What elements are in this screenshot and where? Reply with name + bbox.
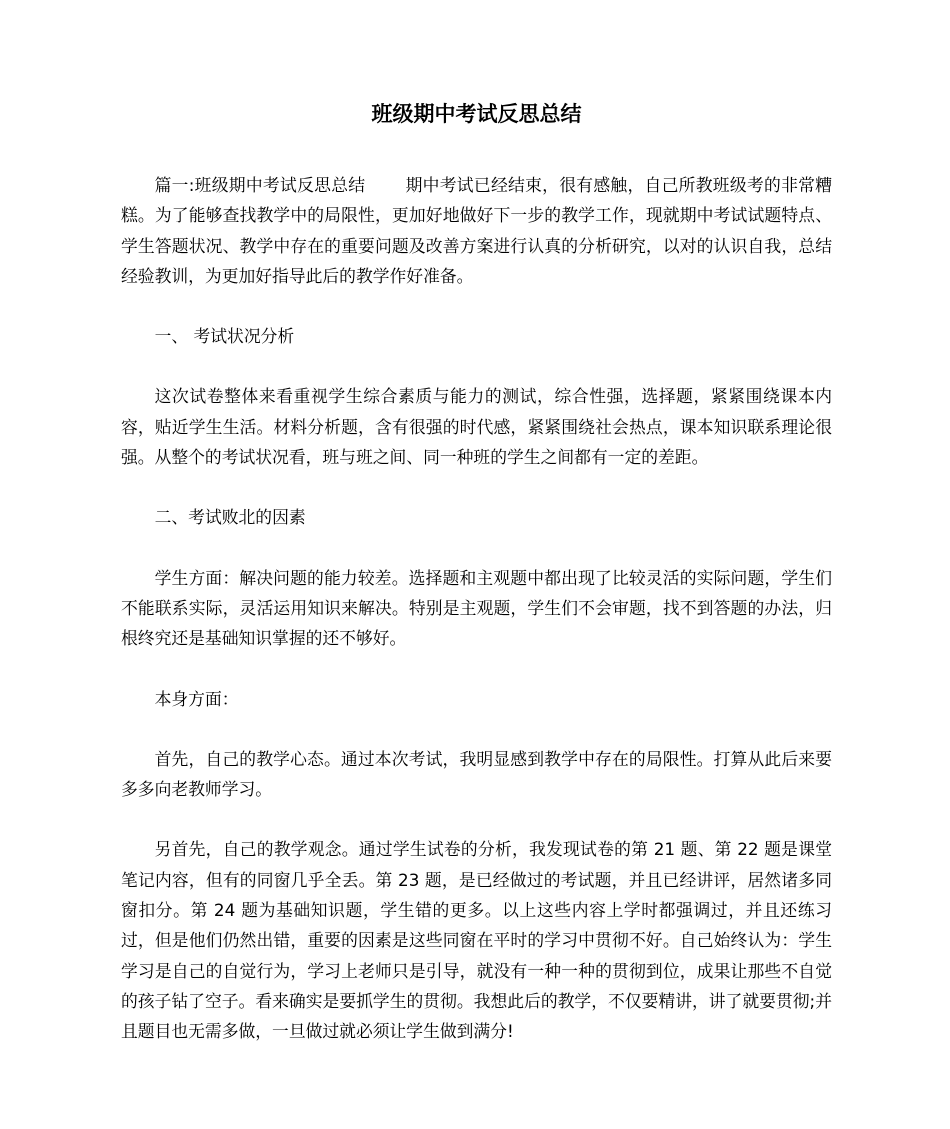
intro-label: 篇一:班级期中考试反思总结 — [154, 175, 366, 195]
intro-text: 期中考试已经结束，很有感触，自己所教班级考的非常糟糕。为了能够查找教学中的局限性，更加好地做好下一步的教学工作，现就期中考试试题特点、学生答题状况、教学中存在的重要问题及改善方案进行认真的分析研究，以对的认识自我，总结经验教训，为更加好指导此后的教学作好准备。 — [121, 175, 832, 286]
first-point-paragraph: 首先，自己的教学心态。通过本次考试，我明显感到教学中存在的局限性。打算从此后来要多多向老教师学习。 — [121, 748, 832, 800]
section2-heading: 二、考试败北的因素 — [154, 507, 306, 528]
intro-paragraph — [121, 170, 832, 291]
section1-heading: 一、 考试状况分析 — [154, 326, 295, 347]
document-title: 班级期中考试反思总结 — [371, 102, 582, 126]
students-paragraph: 学生方面：解决问题的能力较差。选择题和主观题中都出现了比较灵活的实际问题，学生们不能联系实际，灵活运用知识来解决。特别是主观题，学生们不会审题，找不到答题的办法，归根终究还是基础知识掌握的还不够好。 — [121, 567, 832, 649]
second-point-paragraph: 另首先，自己的教学观念。通过学生试卷的分析，我发现试卷的第 21 题、第 22 题是课堂笔记内容，但有的同窗几乎全丢。第 23 题，是已经做过的考试题，并且已经讲评，居然诸多同窗扣分。第 24 题为基础知识题，学生错的更多。以上这些内容上学时都强调过，并且还练习过，但是他们仍然出错，重要的因素是这些同窗在平时的学习中贯彻不好。自己始终认为：学生学习是自己的自觉行为，学习上老师只是引导，就没有一种一种的贯彻到位，成果让那些不自觉的孩子钻了空子。看来确实是要抓学生的贯彻。我想此后的教学，不仅要精讲，讲了就要贯彻;并且题目也无需多做，一旦做过就必须让学生做到满分! — [121, 839, 832, 1042]
self-heading: 本身方面： — [154, 688, 239, 709]
section1-paragraph: 这次试卷整体来看重视学生综合素质与能力的测试，综合性强，选择题，紧紧围绕课本内容，贴近学生生活。材料分析题，含有很强的时代感，紧紧围绕社会热点，课本知识联系理论很强。从整个的考试状况看，班与班之间、同一种班的学生之间都有一定的差距。 — [121, 386, 832, 468]
